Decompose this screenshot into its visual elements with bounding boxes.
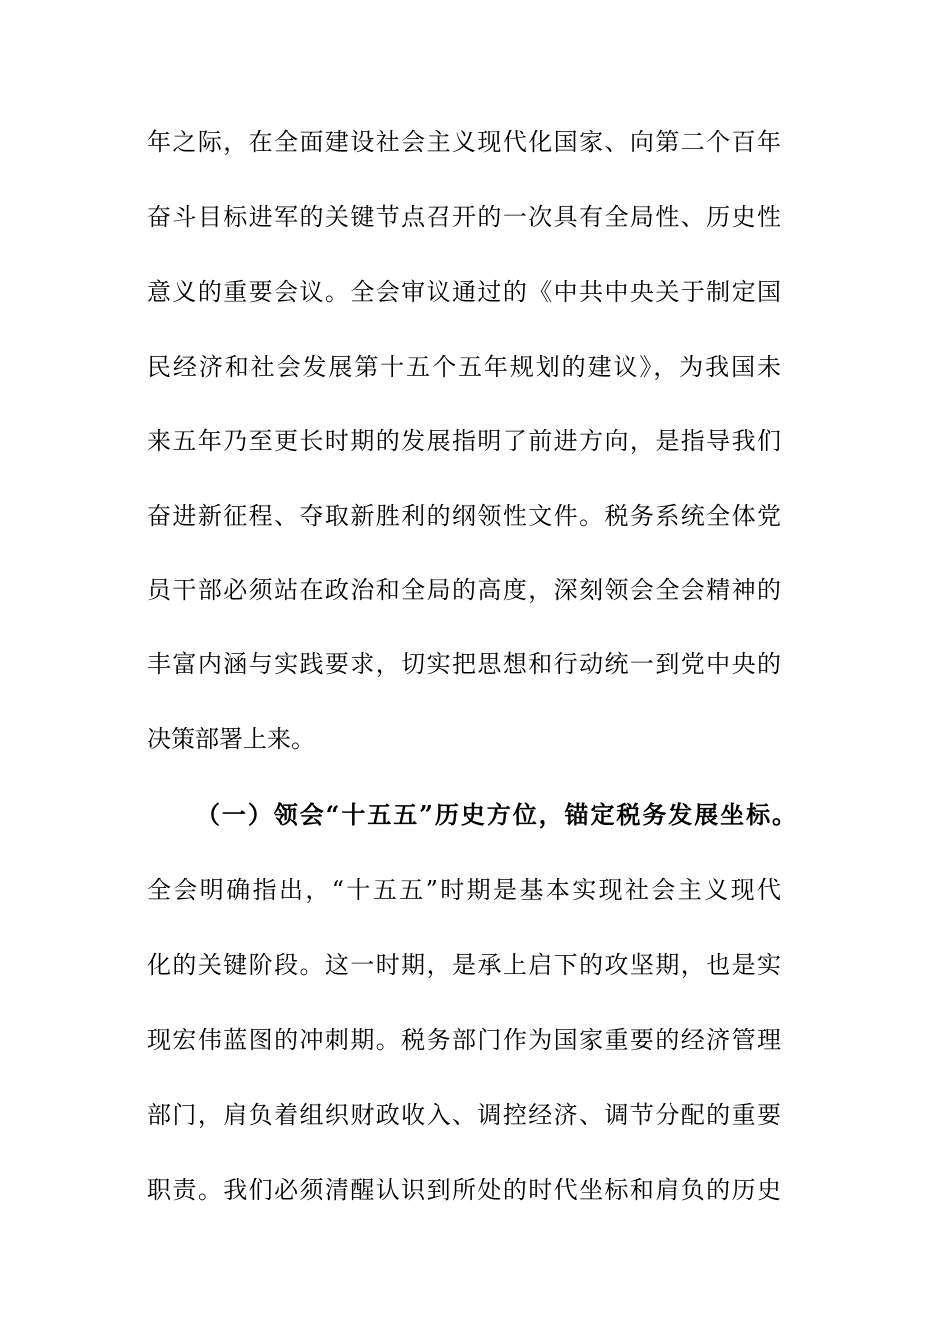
paragraph-line: 奋进新征程、夺取新胜利的纲领性文件。税务系统全体党 bbox=[147, 502, 781, 530]
paragraph-line: 决策部署上来。 bbox=[147, 725, 315, 753]
paragraph-line: 现宏伟蓝图的冲刺期。税务部门作为国家重要的经济管理 bbox=[147, 1026, 781, 1054]
paragraph-line: 意义的重要会议。全会审议通过的《中共中央关于制定国 bbox=[147, 278, 781, 306]
paragraph-line: 职责。我们必须清醒认识到所处的时代坐标和肩负的历史 bbox=[147, 1176, 781, 1204]
paragraph-line: 年之际，在全面建设社会主义现代化国家、向第二个百年 bbox=[147, 128, 781, 156]
section-heading: （一）领会“十五五”历史方位，锚定税务发展坐标。 bbox=[196, 800, 796, 829]
paragraph-line: 全会明确指出，“十五五”时期是基本实现社会主义现代 bbox=[147, 876, 781, 904]
paragraph-line: 员干部必须站在政治和全局的高度，深刻领会全会精神的 bbox=[147, 576, 781, 604]
paragraph-line: 部门，肩负着组织财政收入、调控经济、调节分配的重要 bbox=[147, 1101, 781, 1129]
paragraph-line: 来五年乃至更长时期的发展指明了前进方向，是指导我们 bbox=[147, 427, 781, 455]
paragraph-line: 奋斗目标进军的关键节点召开的一次具有全局性、历史性 bbox=[147, 203, 781, 231]
paragraph-line: 丰富内涵与实践要求，切实把思想和行动统一到党中央的 bbox=[147, 650, 781, 678]
paragraph-line: 化的关键阶段。这一时期，是承上启下的攻坚期，也是实 bbox=[147, 951, 781, 979]
paragraph-line: 民经济和社会发展第十五个五年规划的建议》，为我国未 bbox=[147, 353, 781, 381]
